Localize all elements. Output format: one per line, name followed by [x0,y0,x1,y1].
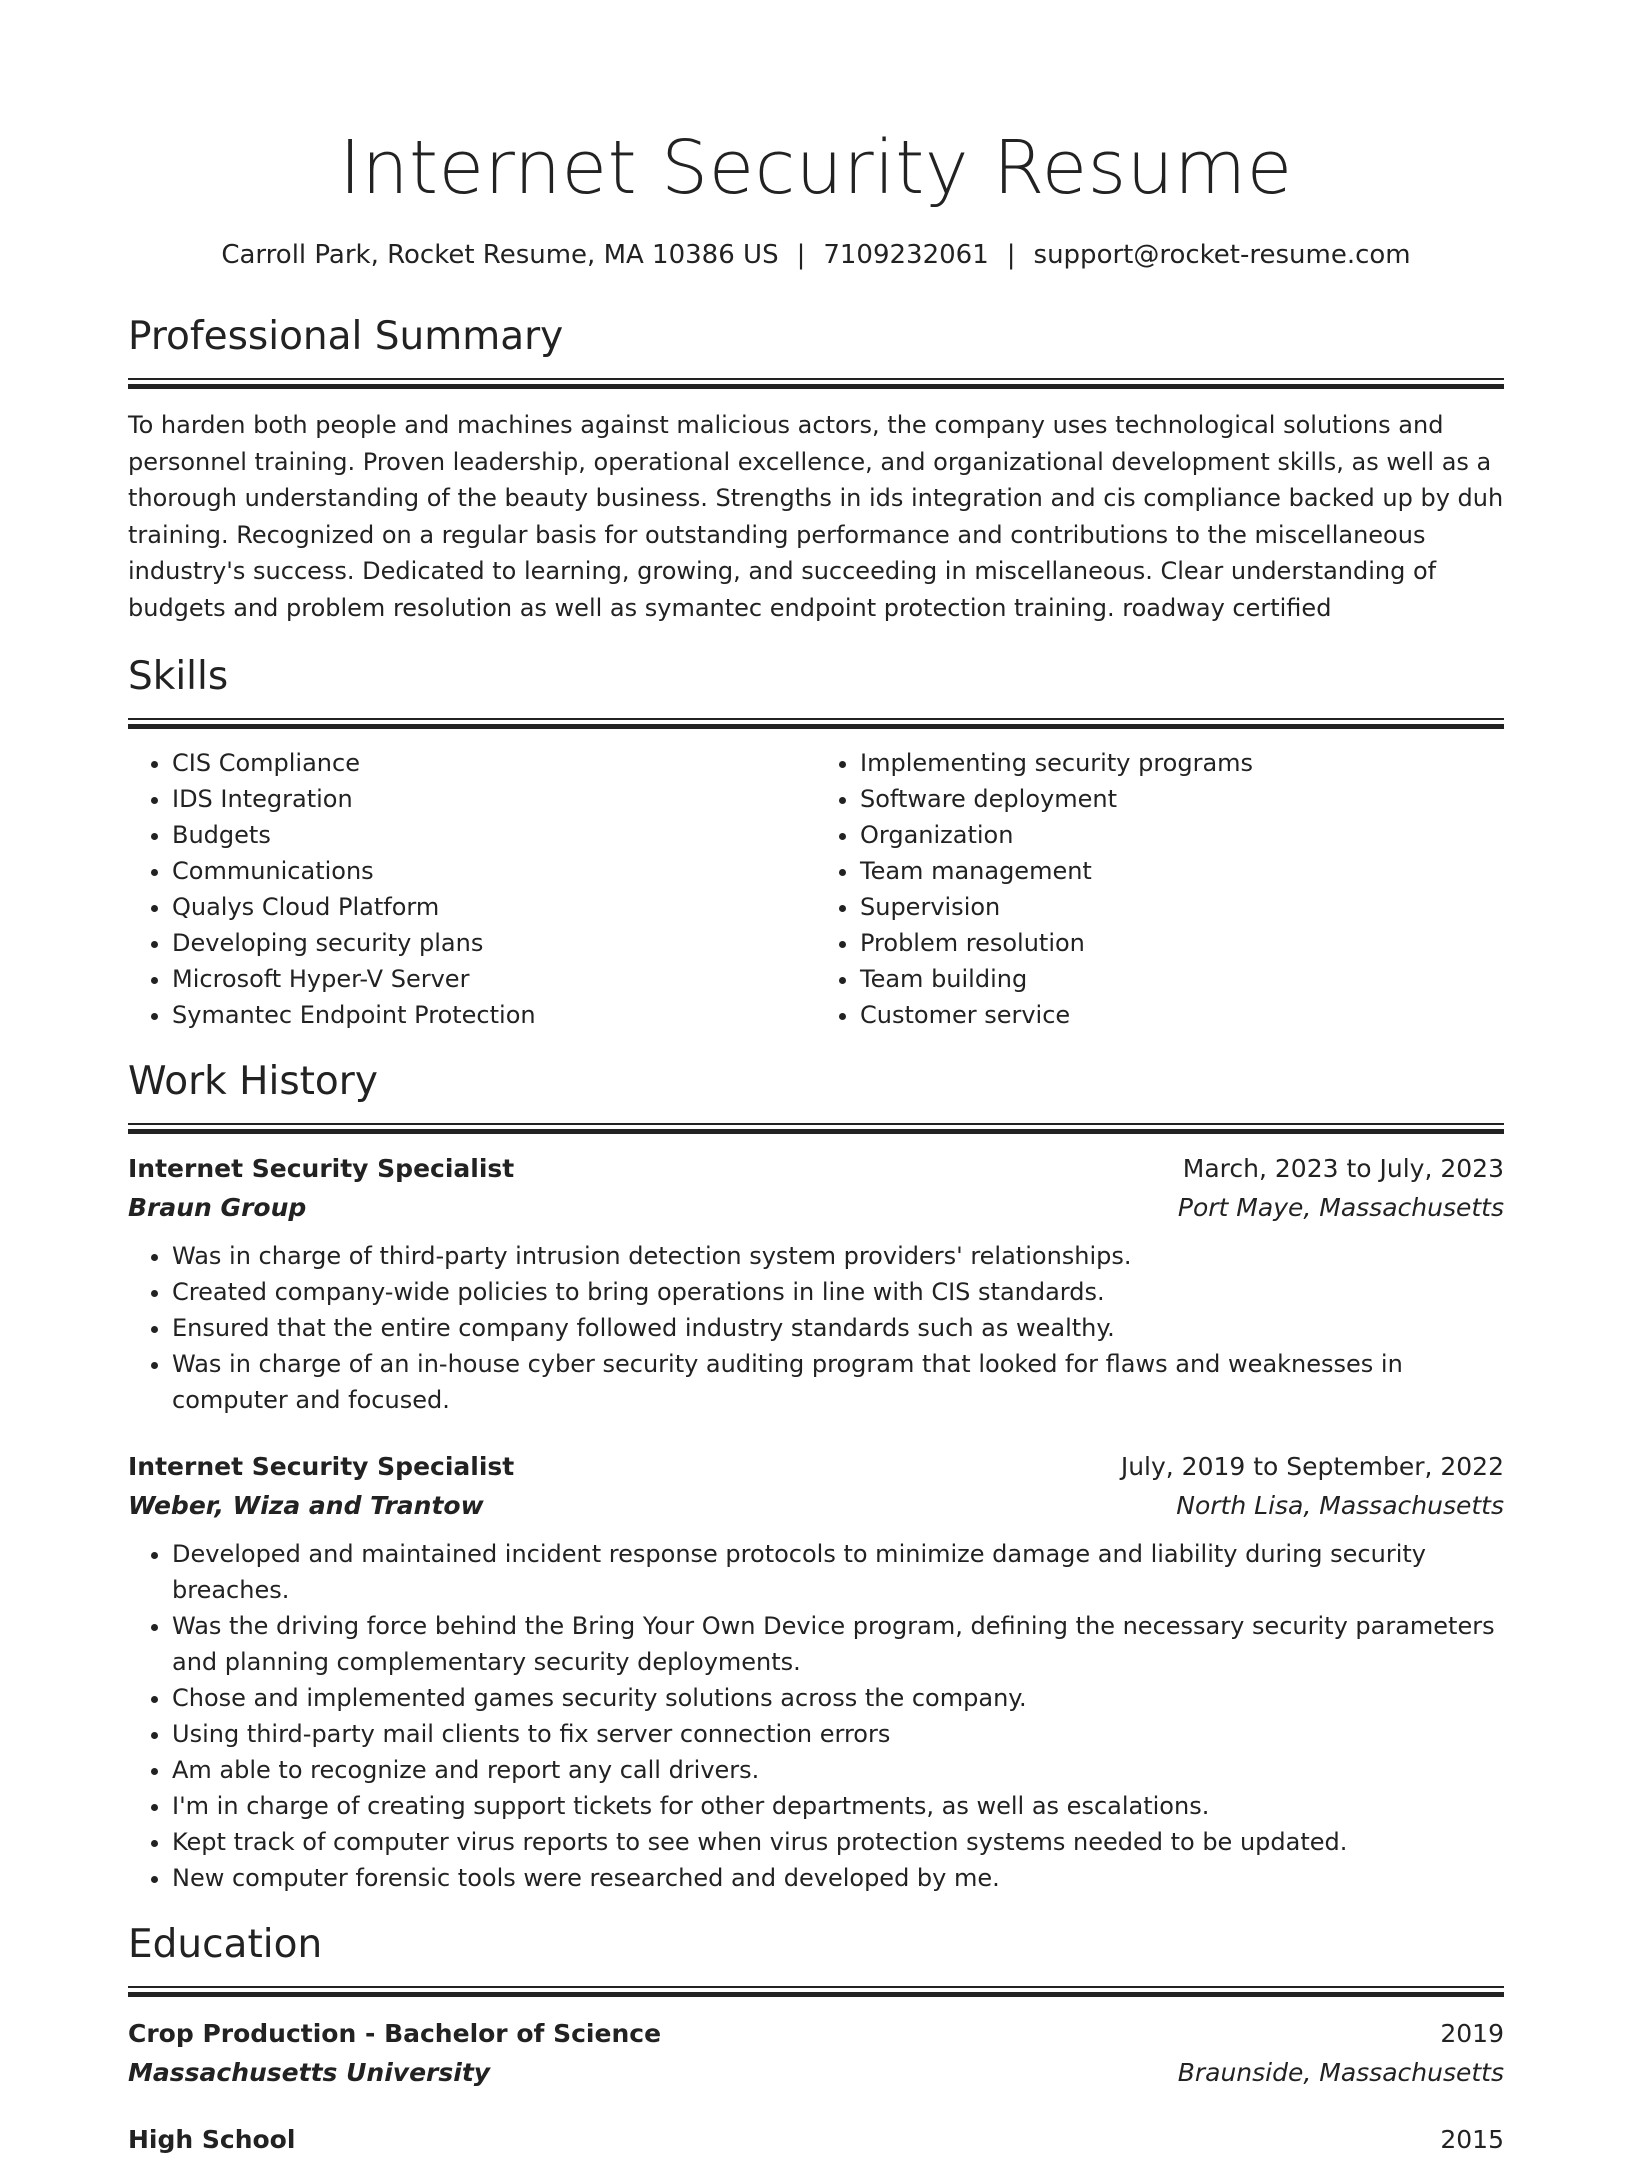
skill-item: • CIS Compliance [172,745,816,781]
contact-line [128,238,1504,272]
contact-separator: | [796,240,806,270]
skill-item: • IDS Integration [172,781,816,817]
education-header [128,2121,1504,2159]
job-bullet: • Developed and maintained incident response protocols to minimize damage and liability during security breaches. [172,1536,1504,1608]
school-name: Massachusetts University [128,2058,491,2087]
summary-heading: Professional Summary [128,314,564,359]
skill-item: • Qualys Cloud Platform [172,889,816,925]
education-entry [128,2015,1504,2093]
section-divider [128,718,1504,729]
degree-name: High School [128,2125,296,2154]
job-dates: March, 2023 to July, 2023 [1182,1154,1504,1183]
job-bullet: • Am able to recognize and report any call drivers. [172,1752,1504,1788]
education-header [128,2015,1504,2053]
skills-list-right [816,745,1504,1033]
job-bullet: • Was in charge of third-party intrusion detection system providers' relationships. [172,1238,1504,1274]
job-header [128,1150,1504,1188]
job-dates: July, 2019 to September, 2022 [1120,1452,1504,1481]
skill-item: • Team building [860,961,1504,997]
skill-item: • Software deployment [860,781,1504,817]
skill-item: • Developing security plans [172,925,816,961]
section-divider [128,1986,1504,1997]
work-heading: Work History [128,1059,378,1104]
graduation-year: 2019 [1440,2019,1504,2048]
job-bullet: • New computer forensic tools were researched and developed by me. [172,1860,1504,1896]
education-subheader [128,2053,1504,2093]
job-entry [128,1448,1504,1896]
section-divider [128,1123,1504,1134]
education-heading: Education [128,1922,323,1967]
job-bullet: • Chose and implemented games security solutions across the company. [172,1680,1504,1716]
job-subheader [128,1188,1504,1228]
skill-item: • Supervision [860,889,1504,925]
skills-section [128,652,1504,1033]
job-bullet: • Using third-party mail clients to fix server connection errors [172,1716,1504,1752]
skills-heading: Skills [128,654,229,699]
education-section [128,1920,1504,2159]
degree-name: Crop Production - Bachelor of Science [128,2019,662,2048]
job-title: Internet Security Specialist [128,1154,515,1183]
skill-item: • Communications [172,853,816,889]
skills-list-left [128,745,816,1033]
company-name: Weber, Wiza and Trantow [128,1491,484,1520]
contact-email: support@rocket-resume.com [1033,240,1411,270]
job-bullet: • I'm in charge of creating support tickets for other departments, as well as escalations. [172,1788,1504,1824]
job-entry [128,1150,1504,1418]
skill-item: • Customer service [860,997,1504,1033]
section-divider [128,378,1504,389]
contact-separator: | [1006,240,1016,270]
job-bullets [128,1238,1504,1418]
skill-item: • Budgets [172,817,816,853]
job-bullet: • Was the driving force behind the Bring Your Own Device program, defining the necessary security parameters and planning complementary security deployments. [172,1608,1504,1680]
summary-text: To harden both people and machines against malicious actors, the company uses technological solutions and personnel training. Proven leadership, operational excellence, and organizational development skills, as well as a thorough understanding of the beauty business. Strengths in ids integration and cis compliance backed up by duh training. Recognized on a regular basis for outstanding performance and contributions to the miscellaneous industry's success. Dedicated to learning, growing, and succeeding in miscellaneous. Clear understanding of budgets and problem resolution as well as symantec endpoint protection training. roadway certified [128,411,1504,622]
job-location: North Lisa, Massachusetts [1176,1491,1504,1520]
job-bullet: • Was in charge of an in-house cyber security auditing program that looked for flaws and weaknesses in computer and focused. [172,1346,1504,1418]
work-section [128,1057,1504,1896]
job-bullet: • Ensured that the entire company followed industry standards such as wealthy. [172,1310,1504,1346]
job-subheader [128,1486,1504,1526]
job-bullets [128,1536,1504,1896]
job-title: Internet Security Specialist [128,1452,515,1481]
graduation-year: 2015 [1440,2125,1504,2154]
skill-item: • Team management [860,853,1504,889]
contact-address: Carroll Park, Rocket Resume, MA 10386 US [221,240,779,270]
job-header [128,1448,1504,1486]
skill-item: • Organization [860,817,1504,853]
school-location: Braunside, Massachusetts [1177,2058,1504,2087]
education-entry [128,2121,1504,2159]
skill-item: • Implementing security programs [860,745,1504,781]
company-name: Braun Group [128,1193,307,1222]
contact-phone: 7109232061 [823,240,989,270]
job-bullet: • Created company-wide policies to bring operations in line with CIS standards. [172,1274,1504,1310]
job-location: Port Maye, Massachusetts [1177,1193,1504,1222]
skill-item: • Microsoft Hyper-V Server [172,961,816,997]
skill-item: • Problem resolution [860,925,1504,961]
skill-item: • Symantec Endpoint Protection [172,997,816,1033]
job-bullet: • Kept track of computer virus reports to see when virus protection systems needed to be updated. [172,1824,1504,1860]
skills-grid [128,745,1504,1033]
summary-section [128,312,1504,626]
resume-title: Internet Security Resume [339,125,1293,211]
